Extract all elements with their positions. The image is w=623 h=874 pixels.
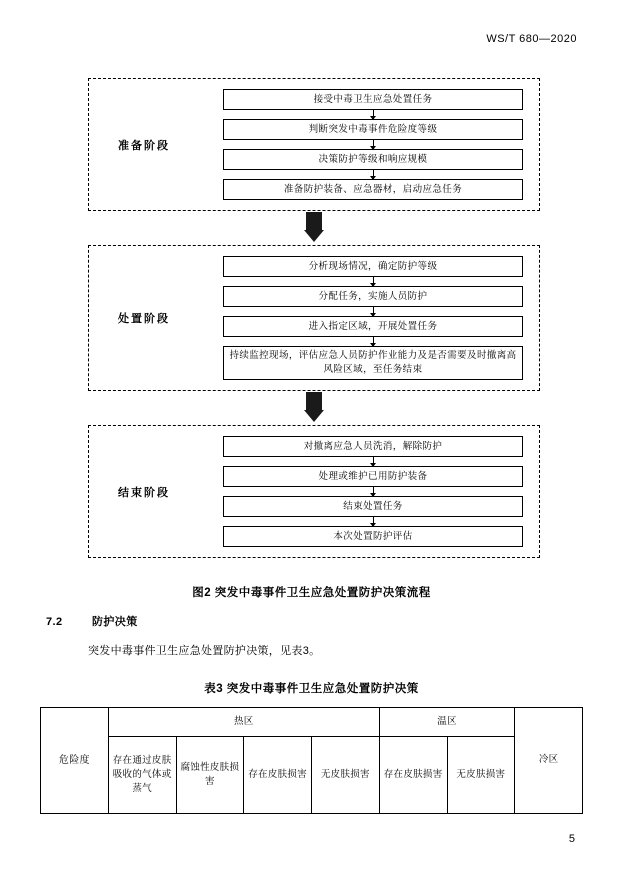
stage-steps-conclusion (223, 436, 523, 547)
flow-connector (373, 517, 374, 526)
flow-step: 进入指定区域，开展处置任务 (223, 316, 523, 337)
flow-stage-preparation (88, 78, 540, 211)
stage-transition-arrow-1 (88, 211, 540, 245)
flow-step: 分析现场情况，确定防护等级 (223, 256, 523, 277)
decision-table (40, 707, 583, 814)
table-column-header: 存在通过皮肤吸收的气体或蒸气 (108, 737, 176, 814)
table-header-risk: 危险度 (41, 708, 109, 814)
section-paragraph: 突发中毒事件卫生应急处置防护决策，见表3。 (88, 645, 321, 657)
down-arrow-icon (304, 212, 324, 242)
stage-label-conclusion: 结束阶段 (118, 486, 170, 499)
flow-step: 准备防护装备、应急器材，启动应急任务 (223, 179, 523, 200)
flow-connector (373, 307, 374, 316)
flow-step: 持续监控现场，评估应急人员防护作业能力及是否需要及时撤离高风险区域，至任务结束 (223, 346, 523, 380)
flow-connector (373, 487, 374, 496)
stage-steps-preparation (223, 89, 523, 200)
table-column-header: 腐蚀性皮肤损害 (176, 737, 244, 814)
stage-label-disposal: 处置阶段 (118, 313, 170, 325)
flow-step: 判断突发中毒事件危险度等级 (223, 119, 523, 140)
section-heading (46, 613, 138, 629)
flow-connector (373, 457, 374, 466)
figure-caption: 图2 突发中毒事件卫生应急处置防护决策流程 (192, 587, 431, 599)
table-header-zone-hot: 热区 (108, 708, 379, 737)
table-header-zone-warm: 温区 (379, 708, 515, 737)
flow-step: 本次处置防护评估 (223, 526, 523, 547)
table-row (41, 708, 583, 737)
table-column-header: 无皮肤损害 (312, 737, 380, 814)
flow-stage-disposal (88, 245, 540, 391)
flow-connector (373, 337, 374, 346)
flow-step: 决策防护等级和响应规模 (223, 149, 523, 170)
flow-connector (373, 170, 374, 179)
section-number: 7.2 (46, 616, 63, 628)
flowchart (88, 78, 540, 558)
page-header: WS/T 680—2020 (486, 33, 577, 45)
table-column-header: 无皮肤损害 (447, 737, 515, 814)
table-header-zone-cold: 冷区 (515, 708, 583, 814)
page-number: 5 (568, 833, 575, 845)
flow-connector (373, 140, 374, 149)
table-row (41, 737, 583, 814)
table-column-header: 存在皮肤损害 (244, 737, 312, 814)
flow-step: 分配任务，实施人员防护 (223, 286, 523, 307)
table-column-header: 存在皮肤损害 (379, 737, 447, 814)
flow-connector (373, 110, 374, 119)
table-caption: 表3 突发中毒事件卫生应急处置防护决策 (204, 683, 419, 695)
flow-step: 处理或维护已用防护装备 (223, 466, 523, 487)
flow-stage-conclusion (88, 425, 540, 558)
flow-step: 结束处置任务 (223, 496, 523, 517)
flow-step: 接受中毒卫生应急处置任务 (223, 89, 523, 110)
stage-steps-disposal (223, 256, 523, 380)
stage-label-preparation: 准备阶段 (118, 139, 170, 152)
section-title: 防护决策 (92, 616, 138, 628)
flow-connector (373, 277, 374, 286)
flow-step: 对撤离应急人员洗消，解除防护 (223, 436, 523, 457)
down-arrow-icon (304, 392, 324, 422)
stage-transition-arrow-2 (88, 391, 540, 425)
